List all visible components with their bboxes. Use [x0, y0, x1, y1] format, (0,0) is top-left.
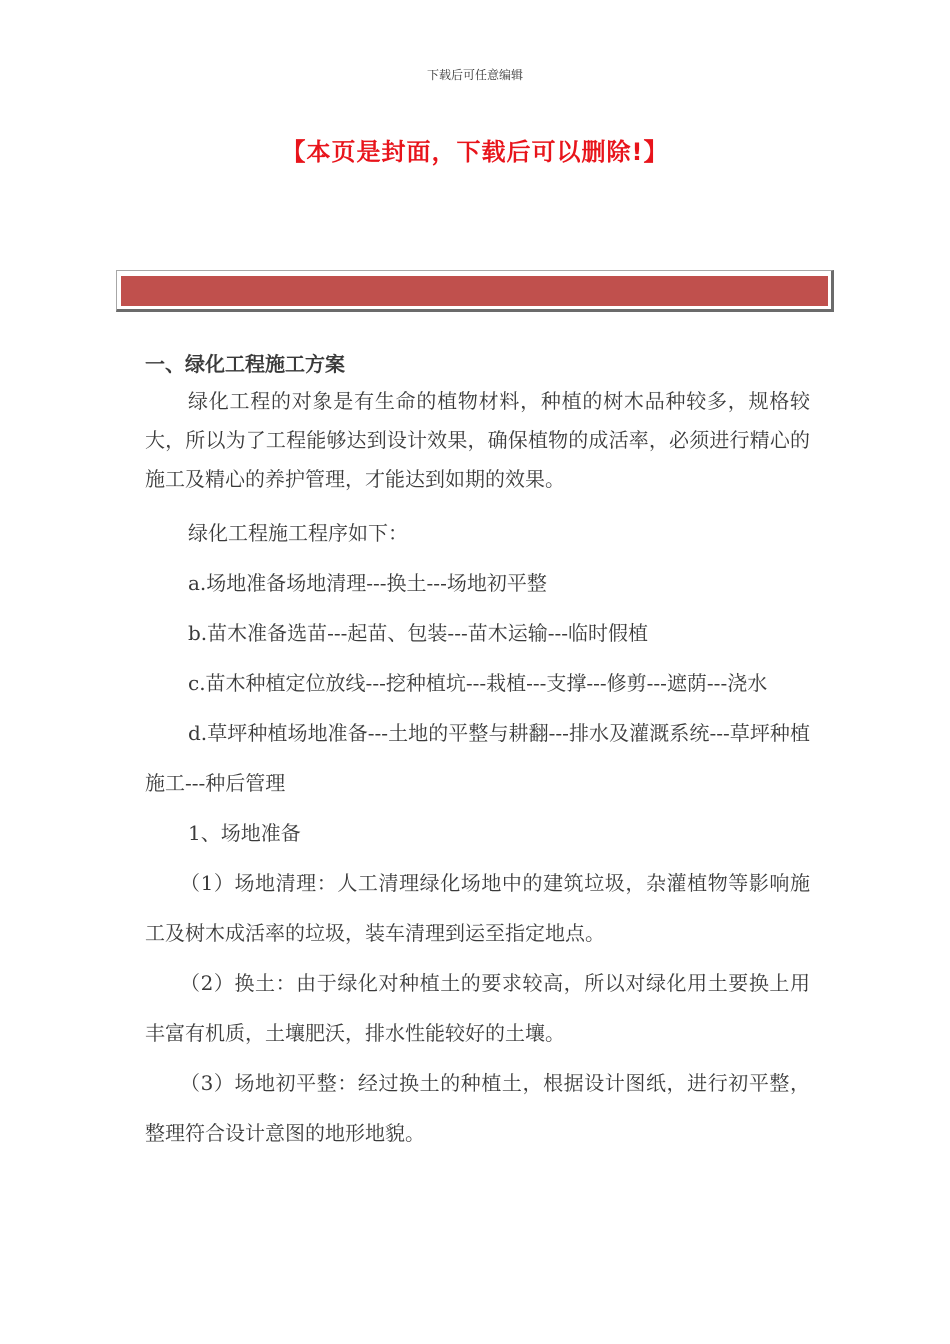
cover-notice: 【本页是封面，下载后可以删除!】: [281, 138, 669, 166]
section-title: 一、绿化工程施工方案: [145, 352, 345, 376]
item-site-clearing: （1）场地清理：人工清理绿化场地中的建筑垃圾，杂灌植物等影响施工及树木成活率的垃圾，装车清理到运至指定地点。: [145, 871, 810, 945]
item-initial-leveling: （3）场地初平整：经过换土的种植土，根据设计图纸，进行初平整，整理符合设计意图的地形地貌。: [145, 1071, 810, 1145]
header-note: 下载后可任意编辑: [426, 68, 523, 82]
item-soil-replacement: （2）换土：由于绿化对种植土的要求较高，所以对绿化用土要换上用丰富有机质，土壤肥沃，排水性能较好的土壤。: [145, 971, 810, 1045]
banner-fill: [121, 276, 828, 306]
intro-paragraph: 绿化工程的对象是有生命的植物材料，种植的树木品种较多，规格较大，所以为了工程能够达到设计效果，确保植物的成活率，必须进行精心的施工及精心的养护管理，才能达到如期的效果。: [145, 389, 810, 491]
document-body: [145, 346, 810, 1158]
banner-bar: [116, 270, 834, 312]
step-c: c.苗木种植定位放线---挖种植坑---栽植---支撑---修剪---遮荫---浇水: [188, 671, 768, 695]
step-b: b.苗木准备选苗---起苗、包装---苗木运输---临时假植: [188, 621, 648, 645]
step-a: a.场地准备场地清理---换土---场地初平整: [188, 571, 547, 595]
procedure-heading: 绿化工程施工程序如下：: [188, 521, 408, 545]
step-d: d.草坪种植场地准备---土地的平整与耕翻---排水及灌溉系统---草坪种植施工---种后管理: [145, 721, 810, 795]
subsection-title: 1、场地准备: [188, 821, 301, 845]
